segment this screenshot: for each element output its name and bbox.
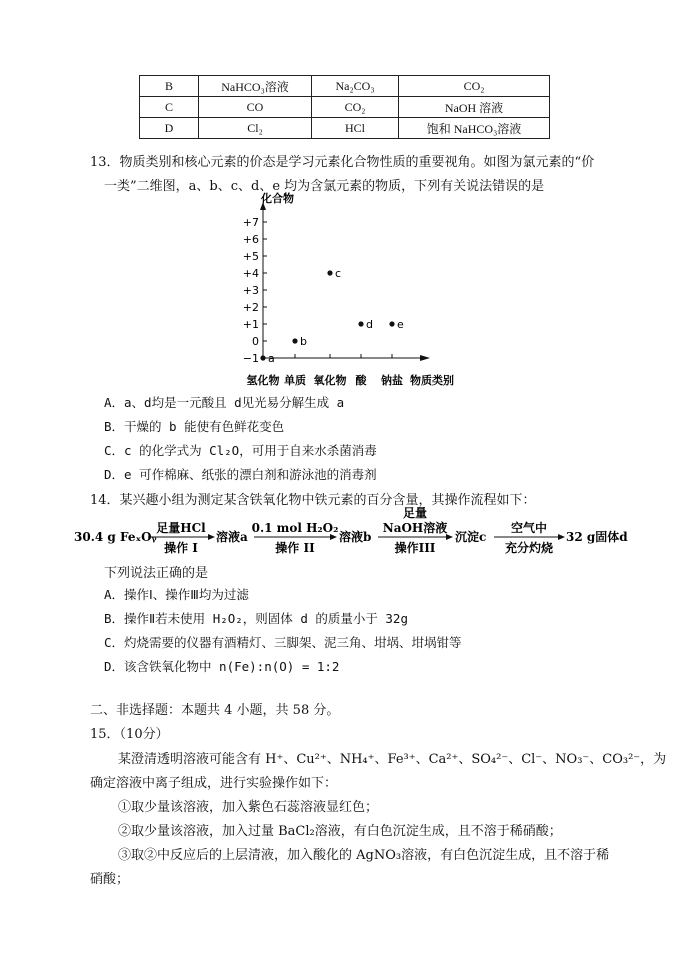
flow-step1-reagent: 足量HCl	[156, 521, 206, 535]
q14-option-d: D．该含铁氧化物中 n(Fe):n(O) = 1:2	[104, 659, 340, 674]
q15-step1: ①取少量该溶液，加入紫色石蕊溶液显红色；	[118, 800, 379, 815]
y-tick-label: −1	[242, 352, 259, 365]
flow-start: 30.4 g FeₓOᵧ	[74, 530, 157, 544]
y-tick-label: +6	[242, 233, 259, 246]
flow-step3-reagent-amount: 足量	[402, 507, 428, 520]
options-table	[139, 75, 550, 139]
q15-step3-line1: ③取②中反应后的上层清液，加入酸化的 AgNO₃溶液，有白色沉淀生成，且不溶于稀	[118, 848, 610, 863]
x-tick-label: 钠盐	[381, 374, 403, 387]
table-row	[140, 118, 550, 139]
table-cell: C	[140, 97, 199, 118]
data-label-d: d	[366, 318, 373, 331]
x-tick-label: 氧化物	[313, 374, 347, 387]
flow-step2-reagent: 0.1 mol H₂O₂	[251, 521, 339, 535]
data-label-c: c	[335, 267, 342, 280]
data-point-c	[327, 270, 332, 275]
q14-option-b: B．操作Ⅱ若未使用 H₂O₂，则固体 d 的质量小于 32g	[104, 611, 408, 626]
q13-stem-line1: 13．物质类别和核心元素的价态是学习元素化合物性质的重要视角。如图为氯元素的“价	[90, 155, 595, 170]
table-row	[140, 97, 550, 118]
data-point-a	[260, 355, 265, 360]
flow-node-c: 沉淀c	[455, 530, 487, 544]
y-tick-label: +7	[242, 216, 259, 229]
q13-option-d: D．e 可作棉麻、纸张的漂白剂和游泳池的消毒剂	[104, 467, 377, 482]
y-tick-label: +4	[242, 267, 259, 280]
flow-end: 32 g固体d	[566, 530, 628, 544]
table-cell: 饱和 NaHCO₃溶液	[399, 118, 550, 139]
y-tick-label: +3	[242, 284, 259, 297]
table-row	[140, 76, 550, 97]
table-cell: Cl₂	[199, 118, 312, 139]
x-tick-label: 氢化物	[246, 374, 280, 387]
flow-step3-operation: 操作III	[394, 541, 436, 555]
flow-step2-operation: 操作 II	[275, 541, 315, 555]
flow-step3-reagent: NaOH溶液	[382, 521, 448, 535]
q14-option-a: A．操作Ⅰ、操作Ⅲ均为过滤	[104, 587, 249, 602]
y-axis-label: 化合物	[261, 192, 294, 205]
q15-step2: ②取少量该溶液，加入过量 BaCl₂溶液，有白色沉淀生成，且不溶于稀硝酸；	[118, 824, 562, 839]
q13-option-c: C．c 的化学式为 Cl₂O，可用于自来水杀菌消毒	[104, 443, 377, 458]
flow-step4-operation: 充分灼烧	[504, 541, 554, 555]
q15-label: 15．（10分）	[90, 727, 169, 742]
y-tick-label: 0	[252, 335, 259, 348]
flow-step4-condition: 空气中	[510, 521, 548, 535]
section2-heading: 二、非选择题：本题共 4 小题，共 58 分。	[90, 703, 340, 718]
q14-option-c: C．灼烧需要的仪器有酒精灯、三脚架、泥三角、坩埚、坩埚钳等	[104, 635, 462, 650]
y-tick-label: +2	[242, 301, 259, 314]
q14-prompt: 下列说法正确的是	[104, 566, 209, 581]
x-axis-label: 物质类别	[410, 374, 454, 387]
table-cell: HCl	[312, 118, 399, 139]
flow-step1-operation: 操作 I	[164, 541, 198, 555]
q15-step3-line2: 硝酸；	[90, 872, 130, 887]
data-label-e: e	[397, 318, 404, 331]
x-axis-arrow	[420, 355, 430, 361]
q15-intro-line1: 某澄清透明溶液可能含有 H⁺、Cu²⁺、NH₄⁺、Fe³⁺、Ca²⁺、SO₄²⁻、Cl⁻、NO₃⁻、CO₃²⁻，为	[118, 752, 667, 767]
data-label-a: a	[268, 352, 275, 365]
table-cell: CO₂	[399, 76, 550, 97]
q13-option-a: A．a、d均是一元酸且 d见光易分解生成 a	[104, 395, 345, 410]
valence-class-chart	[220, 192, 470, 390]
flow-node-a: 溶液a	[216, 530, 248, 544]
flow-node-b: 溶液b	[339, 530, 372, 544]
y-tick-label: +5	[242, 250, 259, 263]
data-point-b	[292, 338, 297, 343]
table-cell: B	[140, 76, 199, 97]
y-tick-label: +1	[242, 318, 259, 331]
table-cell: CO₂	[312, 97, 399, 118]
q13-stem-line2: 一类”二维图，a、b、c、d、e 均为含氯元素的物质，下列有关说法错误的是	[104, 179, 545, 194]
data-point-e	[389, 321, 394, 326]
q14-stem: 14．某兴趣小组为测定某含铁氧化物中铁元素的百分含量，其操作流程如下：	[90, 493, 536, 508]
x-tick-label: 单质	[284, 374, 306, 387]
table-cell: Na₂CO₃	[312, 76, 399, 97]
x-tick-label: 酸	[355, 374, 367, 387]
table-cell: CO	[199, 97, 312, 118]
q15-intro-line2: 确定溶液中离子组成，进行实验操作如下：	[90, 776, 338, 791]
process-flow-diagram	[74, 507, 634, 559]
table-cell: NaHCO₃溶液	[199, 76, 312, 97]
data-point-d	[358, 321, 363, 326]
data-label-b: b	[300, 335, 307, 348]
q13-option-b: B．干燥的 b 能使有色鲜花变色	[104, 419, 285, 434]
table-cell: D	[140, 118, 199, 139]
table-cell: NaOH 溶液	[399, 97, 550, 118]
